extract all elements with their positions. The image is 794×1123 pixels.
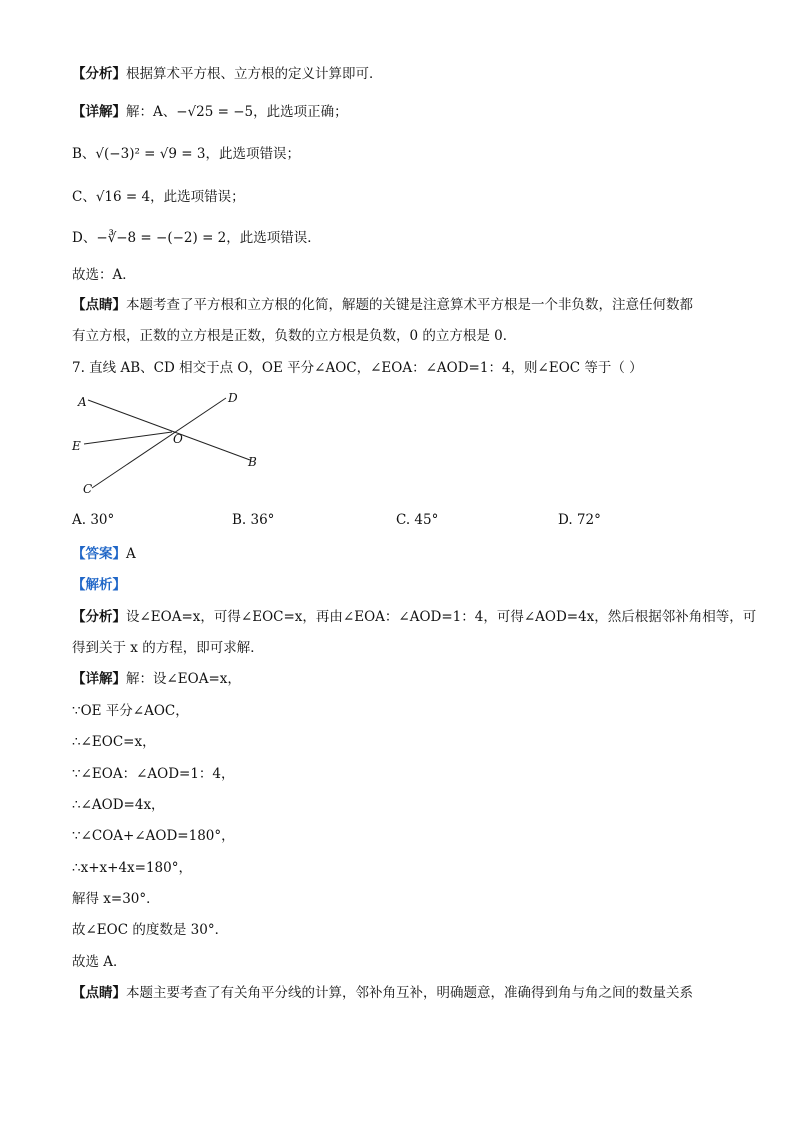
label-o: O bbox=[173, 432, 183, 446]
label-e: E bbox=[72, 439, 81, 453]
label-d: D bbox=[228, 391, 238, 405]
answer-comment-text: 本题主要考查了有关角平分线的计算，邻补角互补，明确题意，准确得到角与角之间的数量关系 bbox=[126, 985, 693, 1001]
label-c: C bbox=[83, 482, 93, 496]
comment-tag: 【点睛】 bbox=[72, 297, 126, 313]
analysis-text: 根据算术平方根、立方根的定义计算即可． bbox=[126, 66, 383, 82]
question-stem: 7. 直线 AB、CD 相交于点 O，OE 平分∠AOC，∠EOA：∠AOD=1：4，则∠EOC 等于（ ） bbox=[72, 360, 643, 376]
prev-comment-2: 有立方根，正数的立方根是正数，负数的立方根是负数，0 的立方根是 0． bbox=[72, 328, 517, 344]
solution-heading bbox=[72, 575, 126, 595]
prev-detail-d: D、−∛−8 = −(−2) = 2，此选项错误． bbox=[72, 230, 321, 246]
prev-detail-b: B、√(−3)² = √9 = 3，此选项错误； bbox=[72, 146, 300, 162]
answer-comment bbox=[72, 983, 693, 1003]
analysis-tag: 【分析】 bbox=[72, 66, 126, 82]
answer-tag: 【答案】 bbox=[72, 546, 126, 562]
option-a: A. 30° bbox=[72, 512, 115, 528]
step-3: ∴∠EOC=x， bbox=[72, 734, 156, 750]
line-cd bbox=[92, 398, 226, 488]
answer-line bbox=[72, 544, 136, 564]
option-b: B. 36° bbox=[232, 512, 275, 528]
comment-line-1: 本题考查了平方根和立方根的化简，解题的关键是注意算术平方根是一个非负数，注意任何数都 bbox=[126, 297, 693, 313]
prev-detail-c: C、√16 = 4，此选项错误； bbox=[72, 189, 245, 205]
prev-analysis bbox=[72, 64, 383, 84]
ray-oe bbox=[84, 432, 172, 444]
prev-detail-a bbox=[72, 102, 348, 122]
step-9: 故∠EOC 的度数是 30°． bbox=[72, 922, 229, 938]
prev-comment-1 bbox=[72, 295, 693, 315]
step-6: ∵∠COA+∠AOD=180°， bbox=[72, 828, 235, 844]
step-4: ∵∠EOA：∠AOD=1：4， bbox=[72, 766, 235, 782]
geometry-figure bbox=[66, 388, 276, 498]
detail-a-text: 解：A、−√25 = −5，此选项正确； bbox=[126, 104, 348, 120]
step-2: ∵OE 平分∠AOC， bbox=[72, 703, 189, 719]
option-d: D. 72° bbox=[558, 512, 601, 528]
answer-detail-tag: 【详解】 bbox=[72, 671, 126, 687]
solution-tag: 【解析】 bbox=[72, 577, 126, 593]
answer-value: A bbox=[126, 546, 136, 562]
label-b: B bbox=[248, 455, 257, 469]
step-1: 解：设∠EOA=x， bbox=[126, 671, 241, 687]
answer-analysis-2: 得到关于 x 的方程，即可求解． bbox=[72, 640, 264, 656]
answer-analysis-text-1: 设∠EOA=x，可得∠EOC=x，再由∠EOA：∠AOD=1：4，可得∠AOD=4x，然后根据邻补角相等，可 bbox=[126, 609, 757, 625]
option-c: C. 45° bbox=[396, 512, 439, 528]
answer-analysis-1 bbox=[72, 607, 756, 627]
step-8: 解得 x=30°． bbox=[72, 891, 160, 907]
answer-comment-tag: 【点睛】 bbox=[72, 985, 126, 1001]
step-5: ∴∠AOD=4x， bbox=[72, 797, 165, 813]
step-10: 故选 A． bbox=[72, 954, 127, 970]
label-a: A bbox=[78, 395, 87, 409]
line-ab bbox=[88, 400, 250, 460]
prev-conclude: 故选：A． bbox=[72, 267, 136, 283]
step-7: ∴x+x+4x=180°， bbox=[72, 860, 192, 876]
detail-tag: 【详解】 bbox=[72, 104, 126, 120]
answer-detail-line bbox=[72, 669, 241, 689]
answer-analysis-tag: 【分析】 bbox=[72, 609, 126, 625]
